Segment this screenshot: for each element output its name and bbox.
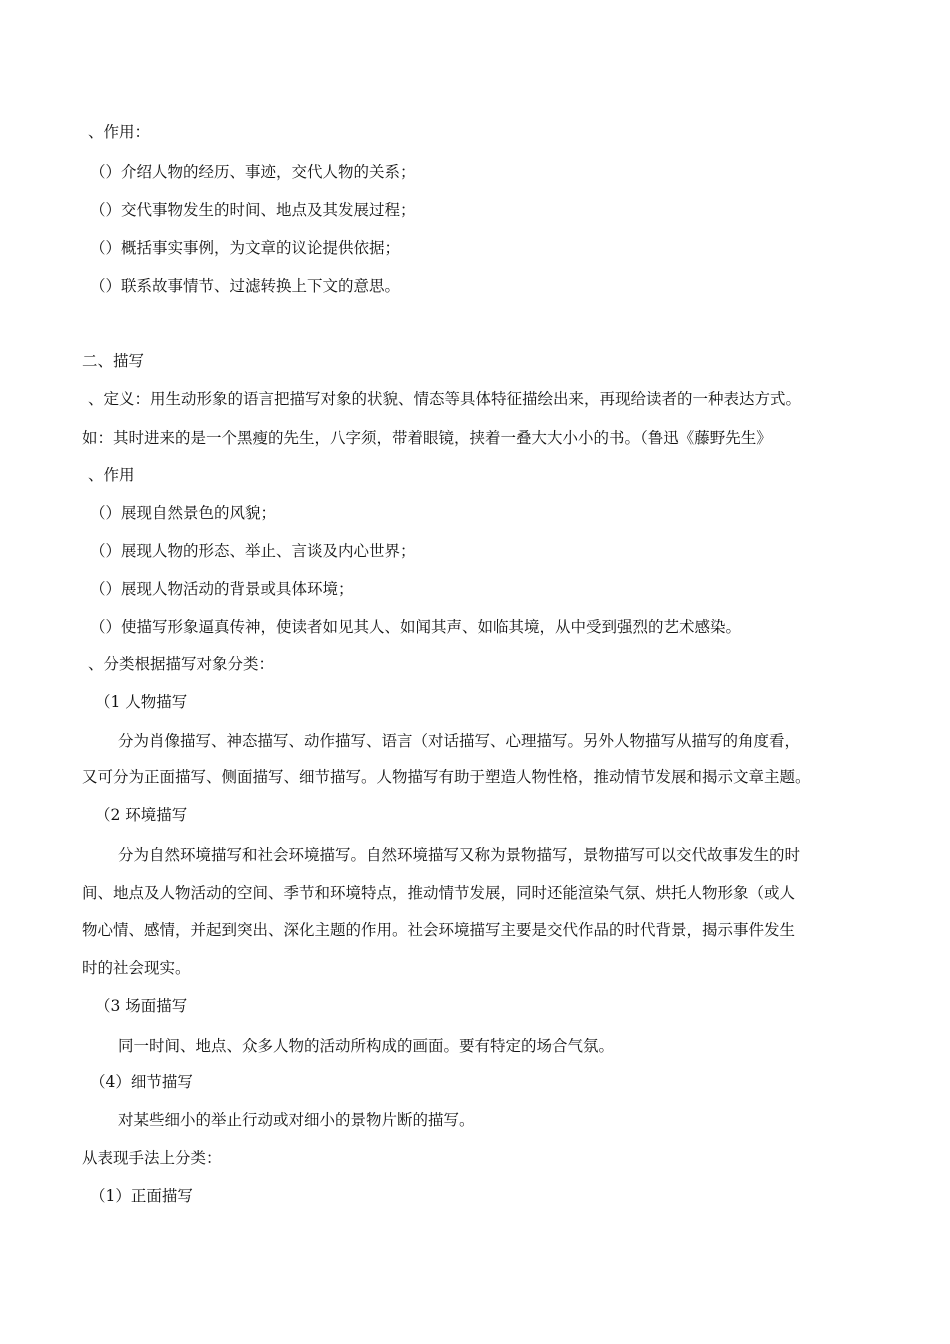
list-item: （）交代事物发生的时间、地点及其发展过程； <box>90 201 416 219</box>
classification-heading: 、分类根据描写对象分类： <box>88 655 275 673</box>
paragraph-line: 对某些细小的举止行动或对细小的景物片断的描写。 <box>118 1111 475 1129</box>
paragraph-line: 时的社会现实。 <box>82 959 191 977</box>
example-paragraph: 如：其时进来的是一个黑瘦的先生，八字须，带着眼镜，挟着一叠大大小小的书。（鲁迅《藤野先生》 <box>82 429 772 447</box>
paragraph-line: 同一时间、地点、众多人物的活动所构成的画面。要有特定的场合气氛。 <box>118 1037 615 1055</box>
list-item: （）介绍人物的经历、事迹，交代人物的关系； <box>90 163 416 181</box>
list-item: （）展现自然景色的风貌； <box>90 504 277 522</box>
subheading-environment-description: （2 环境描写 <box>95 806 188 824</box>
section-1-role-heading: 、作用： <box>88 123 151 141</box>
list-item: （）展现人物的形态、举止、言谈及内心世界； <box>90 542 416 560</box>
list-item: （）联系故事情节、过滤转换上下文的意思。 <box>90 277 401 295</box>
definition-paragraph: 、定义：用生动形象的语言把描写对象的状貌、情态等具体特征描绘出来，再现给读者的一种表达方式。 <box>88 390 802 408</box>
paragraph-line: 分为肖像描写、神态描写、动作描写、语言（对话描写、心理描写。另外人物描写从描写的角度看， <box>118 732 801 750</box>
subheading-detail-description: （4）细节描写 <box>90 1073 193 1091</box>
subheading-scene-description: （3 场面描写 <box>95 997 188 1015</box>
paragraph-line: 分为自然环境描写和社会环境描写。自然环境描写又称为景物描写，景物描写可以交代故事发生的时 <box>118 846 801 864</box>
technique-classification-heading: 从表现手法上分类： <box>82 1149 222 1167</box>
subheading-direct-description: （1）正面描写 <box>90 1187 193 1205</box>
subheading-character-description: （1 人物描写 <box>95 693 188 711</box>
paragraph-line: 间、地点及人物活动的空间、季节和环境特点，推动情节发展，同时还能渲染气氛、烘托人物形象（或人 <box>82 884 796 902</box>
section-2-role-heading: 、作用 <box>88 466 135 484</box>
paragraph-line: 物心情、感情，并起到突出、深化主题的作用。社会环境描写主要是交代作品的时代背景，揭示事件发生 <box>82 921 796 939</box>
paragraph-line: 又可分为正面描写、侧面描写、细节描写。人物描写有助于塑造人物性格，推动情节发展和揭示文章主题。 <box>82 768 811 786</box>
section-heading-description: 二、描写 <box>82 352 145 370</box>
list-item: （）展现人物活动的背景或具体环境； <box>90 580 354 598</box>
list-item: （）使描写形象逼真传神，使读者如见其人、如闻其声、如临其境，从中受到强烈的艺术感染。 <box>90 618 742 636</box>
list-item: （）概括事实事例，为文章的议论提供依据； <box>90 239 401 257</box>
